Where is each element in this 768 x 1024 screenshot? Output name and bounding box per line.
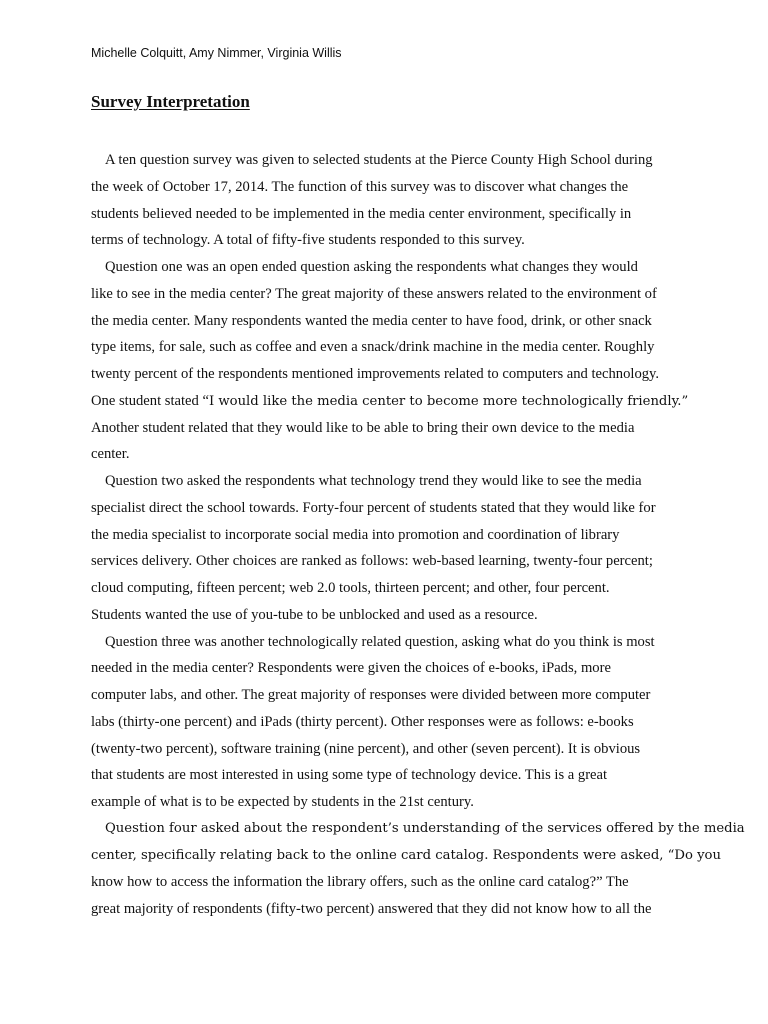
quote-lead-in: One student stated “ — [91, 392, 209, 409]
text-line: labs (thirty-one percent) and iPads (thirty percent). Other responses were as follows: e-books — [91, 713, 634, 730]
text-line: Question two asked the respondents what technology trend they would like to see the media — [105, 473, 642, 489]
text-line: computer labs, and other. The great majority of responses were divided between more computer — [91, 687, 651, 703]
text-line: the media center. Many respondents wanted the media center to have food, drink, or other snack — [91, 312, 652, 329]
author-names: Michelle Colquitt, Amy Nimmer, Virginia Willis — [91, 46, 342, 60]
text-line: A ten question survey was given to selected students at the Pierce County High School during — [105, 152, 653, 168]
student-quote: I would like the media center to become more technologically friendly.” — [208, 393, 689, 409]
text-line: specialist direct the school towards. Forty-four percent of students stated that they would like for — [91, 499, 656, 516]
text-line: Another student related that they would like to be able to bring their own device to the media — [91, 419, 635, 436]
text-line: great majority of respondents (fifty-two percent) answered that they did not know how to all the — [91, 901, 652, 917]
text-line: center. — [91, 446, 130, 463]
text-line: services delivery. Other choices are ranked as follows: web-based learning, twenty-four percent; — [91, 553, 653, 570]
text-line: (twenty-two percent), software training (nine percent), and other (seven percent). It is obvious — [91, 740, 641, 757]
text-line: example of what is to be expected by students in the 21st century. — [91, 794, 474, 810]
text-line: type items, for sale, such as coffee and even a snack/drink machine in the media center. Roughly — [91, 339, 655, 356]
text-line: Question three was another technologically related question, asking what do you think is most — [105, 633, 655, 650]
text-line: students believed needed to be implemented in the media center environment, specifically in — [91, 205, 632, 222]
document-title: Survey Interpretation — [91, 92, 250, 111]
text-line: Students wanted the use of you-tube to be unblocked and used as a resource. — [91, 606, 538, 623]
text-line: center, specifically relating back to the online card catalog. Respondents were asked, “Do you — [91, 847, 721, 863]
text-line: twenty percent of the respondents mentioned improvements related to computers and technology. — [91, 366, 660, 382]
text-line: needed in the media center? Respondents were given the choices of e-books, iPads, more — [91, 660, 611, 677]
text-line-quote — [91, 388, 691, 415]
text-line: like to see in the media center? The great majority of these answers related to the environment of — [91, 285, 657, 302]
document-body — [91, 147, 745, 923]
text-line: terms of technology. A total of fifty-five students responded to this survey. — [91, 232, 525, 249]
text-line: know how to access the information the library offers, such as the online card catalog?” The — [91, 874, 629, 891]
text-line: the media specialist to incorporate social media into promotion and coordination of library — [91, 526, 620, 543]
text-line: Question four asked about the respondent’s understanding of the services offered by the media — [105, 820, 745, 836]
text-line: the week of October 17, 2014. The function of this survey was to discover what changes the — [91, 178, 629, 195]
text-line: that students are most interested in using some type of technology device. This is a great — [91, 767, 608, 784]
text-line: cloud computing, fifteen percent; web 2.0 tools, thirteen percent; and other, four percent. — [91, 580, 610, 596]
text-line: Question one was an open ended question asking the respondents what changes they would — [105, 259, 638, 275]
